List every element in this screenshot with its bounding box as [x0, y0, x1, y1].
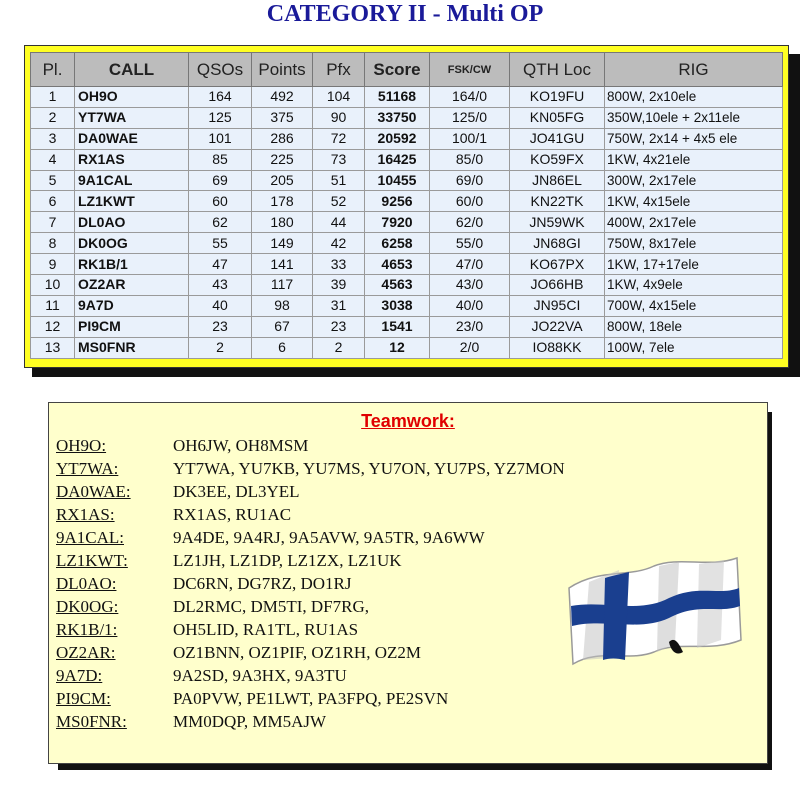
cell-qsos: 60: [189, 191, 252, 212]
cell-fsk-cw: 85/0: [430, 149, 510, 170]
cell-qsos: 47: [189, 254, 252, 275]
cell-place: 1: [31, 87, 75, 108]
cell-points: 225: [252, 149, 313, 170]
cell-call: OH9O: [75, 87, 189, 108]
team-operators: 9A2SD, 9A3HX, 9A3TU: [173, 666, 347, 685]
team-operators: LZ1JH, LZ1DP, LZ1ZX, LZ1UK: [173, 551, 402, 570]
team-callsign: 9A7D:: [56, 666, 103, 685]
cell-qsos: 69: [189, 170, 252, 191]
cell-place: 9: [31, 254, 75, 275]
col-qsos: QSOs: [189, 53, 252, 87]
cell-rig: 800W, 2x10ele: [605, 87, 783, 108]
cell-qth-loc: KO19FU: [510, 87, 605, 108]
cell-rig: 700W, 4x15ele: [605, 295, 783, 316]
cell-points: 6: [252, 337, 313, 358]
cell-fsk-cw: 60/0: [430, 191, 510, 212]
col-place: Pl.: [31, 53, 75, 87]
cell-call: OZ2AR: [75, 275, 189, 296]
table-row: [31, 191, 783, 212]
header-row: [31, 53, 783, 87]
team-callsign: RK1B/1:: [56, 620, 118, 639]
team-callsign: PI9CM:: [56, 689, 111, 708]
cell-qth-loc: JO66HB: [510, 275, 605, 296]
page-title: CATEGORY II - Multi OP: [266, 1, 544, 27]
team-operators: OZ1BNN, OZ1PIF, OZ1RH, OZ2M: [173, 643, 421, 662]
team-callsign: MS0FNR:: [56, 712, 127, 731]
cell-points: 205: [252, 170, 313, 191]
cell-pfx: 73: [313, 149, 365, 170]
cell-rig: 1KW, 4x21ele: [605, 149, 783, 170]
cell-pfx: 31: [313, 295, 365, 316]
cell-fsk-cw: 164/0: [430, 87, 510, 108]
cell-score: 9256: [365, 191, 430, 212]
cell-points: 180: [252, 212, 313, 233]
table-row: [31, 295, 783, 316]
table-row: [31, 275, 783, 296]
team-operators: RX1AS, RU1AC: [173, 505, 292, 524]
cell-rig: 300W, 2x17ele: [605, 170, 783, 191]
cell-fsk-cw: 43/0: [430, 275, 510, 296]
cell-points: 117: [252, 275, 313, 296]
cell-qth-loc: KN22TK: [510, 191, 605, 212]
table-row: [31, 107, 783, 128]
cell-qth-loc: JO22VA: [510, 316, 605, 337]
cell-place: 4: [31, 149, 75, 170]
cell-pfx: 39: [313, 275, 365, 296]
table-row: [31, 254, 783, 275]
cell-points: 141: [252, 254, 313, 275]
cell-place: 3: [31, 128, 75, 149]
table-row: [31, 149, 783, 170]
team-operators: DL2RMC, DM5TI, DF7RG,: [173, 597, 369, 616]
cell-pfx: 33: [313, 254, 365, 275]
cell-fsk-cw: 40/0: [430, 295, 510, 316]
col-call: CALL: [75, 53, 189, 87]
cell-points: 178: [252, 191, 313, 212]
team-callsign: RX1AS:: [56, 505, 115, 524]
team-operators: DK3EE, DL3YEL: [173, 482, 300, 501]
team-callsign: DK0OG:: [56, 597, 119, 616]
col-fsk-cw: FSK/CW: [430, 53, 510, 87]
table-row: [31, 337, 783, 358]
cell-points: 286: [252, 128, 313, 149]
col-points: Points: [252, 53, 313, 87]
cell-qsos: 164: [189, 87, 252, 108]
cell-fsk-cw: 47/0: [430, 254, 510, 275]
cell-place: 5: [31, 170, 75, 191]
cell-points: 375: [252, 107, 313, 128]
cell-fsk-cw: 100/1: [430, 128, 510, 149]
cell-fsk-cw: 125/0: [430, 107, 510, 128]
cell-rig: 750W, 8x17ele: [605, 233, 783, 254]
cell-pfx: 44: [313, 212, 365, 233]
cell-call: RX1AS: [75, 149, 189, 170]
cell-rig: 750W, 2x14 + 4x5 ele: [605, 128, 783, 149]
cell-place: 13: [31, 337, 75, 358]
table-row: [31, 87, 783, 108]
cell-points: 98: [252, 295, 313, 316]
cell-score: 51168: [365, 87, 430, 108]
cell-rig: 400W, 2x17ele: [605, 212, 783, 233]
cell-qsos: 55: [189, 233, 252, 254]
cell-qsos: 62: [189, 212, 252, 233]
team-callsign: LZ1KWT:: [56, 551, 128, 570]
cell-qsos: 101: [189, 128, 252, 149]
cell-place: 2: [31, 107, 75, 128]
table-row: [31, 128, 783, 149]
cell-rig: 1KW, 4x9ele: [605, 275, 783, 296]
cell-score: 7920: [365, 212, 430, 233]
cell-fsk-cw: 62/0: [430, 212, 510, 233]
cell-fsk-cw: 55/0: [430, 233, 510, 254]
cell-place: 8: [31, 233, 75, 254]
cell-qth-loc: JO41GU: [510, 128, 605, 149]
cell-pfx: 90: [313, 107, 365, 128]
cell-pfx: 51: [313, 170, 365, 191]
table-row: [31, 233, 783, 254]
col-rig: RIG: [605, 53, 783, 87]
cell-qth-loc: JN86EL: [510, 170, 605, 191]
cell-qsos: 43: [189, 275, 252, 296]
cell-place: 6: [31, 191, 75, 212]
cell-qth-loc: IO88KK: [510, 337, 605, 358]
cell-fsk-cw: 69/0: [430, 170, 510, 191]
table-row: [31, 316, 783, 337]
cell-call: YT7WA: [75, 107, 189, 128]
cell-score: 10455: [365, 170, 430, 191]
col-score: Score: [365, 53, 430, 87]
team-operators: OH5LID, RA1TL, RU1AS: [173, 620, 359, 639]
cell-call: DK0OG: [75, 233, 189, 254]
cell-qsos: 85: [189, 149, 252, 170]
finland-flag-icon: [559, 548, 745, 670]
cell-call: DL0AO: [75, 212, 189, 233]
team-operators: OH6JW, OH8MSM: [173, 436, 309, 455]
table-row: [31, 170, 783, 191]
team-operators: YT7WA, YU7KB, YU7MS, YU7ON, YU7PS, YZ7MON: [173, 459, 565, 478]
results-table: [30, 52, 783, 359]
cell-rig: 1KW, 4x15ele: [605, 191, 783, 212]
cell-points: 67: [252, 316, 313, 337]
cell-score: 4653: [365, 254, 430, 275]
cell-rig: 1KW, 17+17ele: [605, 254, 783, 275]
cell-score: 16425: [365, 149, 430, 170]
table-row: [31, 212, 783, 233]
cell-call: MS0FNR: [75, 337, 189, 358]
cell-qth-loc: KO67PX: [510, 254, 605, 275]
teamwork-title: Teamwork:: [361, 411, 455, 431]
cell-call: RK1B/1: [75, 254, 189, 275]
cell-pfx: 72: [313, 128, 365, 149]
cell-score: 3038: [365, 295, 430, 316]
cell-qsos: 2: [189, 337, 252, 358]
team-operators: DC6RN, DG7RZ, DO1RJ: [173, 574, 352, 593]
cell-call: DA0WAE: [75, 128, 189, 149]
team-callsign: 9A1CAL:: [56, 528, 124, 547]
cell-call: PI9CM: [75, 316, 189, 337]
cell-qth-loc: JN95CI: [510, 295, 605, 316]
cell-score: 6258: [365, 233, 430, 254]
cell-pfx: 2: [313, 337, 365, 358]
cell-score: 12: [365, 337, 430, 358]
cell-pfx: 104: [313, 87, 365, 108]
cell-score: 1541: [365, 316, 430, 337]
cell-points: 149: [252, 233, 313, 254]
cell-rig: 800W, 18ele: [605, 316, 783, 337]
cell-score: 33750: [365, 107, 430, 128]
team-operators: PA0PVW, PE1LWT, PA3FPQ, PE2SVN: [173, 689, 449, 708]
cell-rig: 100W, 7ele: [605, 337, 783, 358]
teamwork-panel: [48, 402, 768, 764]
cell-qth-loc: JN68GI: [510, 233, 605, 254]
team-operators: MM0DQP, MM5AJW: [173, 712, 327, 731]
team-callsign: DA0WAE:: [56, 482, 131, 501]
cell-call: 9A1CAL: [75, 170, 189, 191]
cell-pfx: 23: [313, 316, 365, 337]
cell-pfx: 52: [313, 191, 365, 212]
cell-place: 7: [31, 212, 75, 233]
team-callsign: DL0AO:: [56, 574, 117, 593]
cell-fsk-cw: 2/0: [430, 337, 510, 358]
col-pfx: Pfx: [313, 53, 365, 87]
cell-qth-loc: KO59FX: [510, 149, 605, 170]
team-operators: 9A4DE, 9A4RJ, 9A5AVW, 9A5TR, 9A6WW: [173, 528, 485, 547]
cell-place: 11: [31, 295, 75, 316]
cell-qth-loc: JN59WK: [510, 212, 605, 233]
cell-place: 10: [31, 275, 75, 296]
team-callsign: OZ2AR:: [56, 643, 116, 662]
cell-call: 9A7D: [75, 295, 189, 316]
cell-points: 492: [252, 87, 313, 108]
cell-score: 4563: [365, 275, 430, 296]
cell-fsk-cw: 23/0: [430, 316, 510, 337]
cell-qsos: 23: [189, 316, 252, 337]
cell-qsos: 125: [189, 107, 252, 128]
cell-qth-loc: KN05FG: [510, 107, 605, 128]
cell-place: 12: [31, 316, 75, 337]
team-callsign: OH9O:: [56, 436, 107, 455]
team-callsign: YT7WA:: [56, 459, 119, 478]
cell-qsos: 40: [189, 295, 252, 316]
cell-call: LZ1KWT: [75, 191, 189, 212]
cell-rig: 350W,10ele + 2x11ele: [605, 107, 783, 128]
cell-score: 20592: [365, 128, 430, 149]
col-qth-loc: QTH Loc: [510, 53, 605, 87]
cell-pfx: 42: [313, 233, 365, 254]
